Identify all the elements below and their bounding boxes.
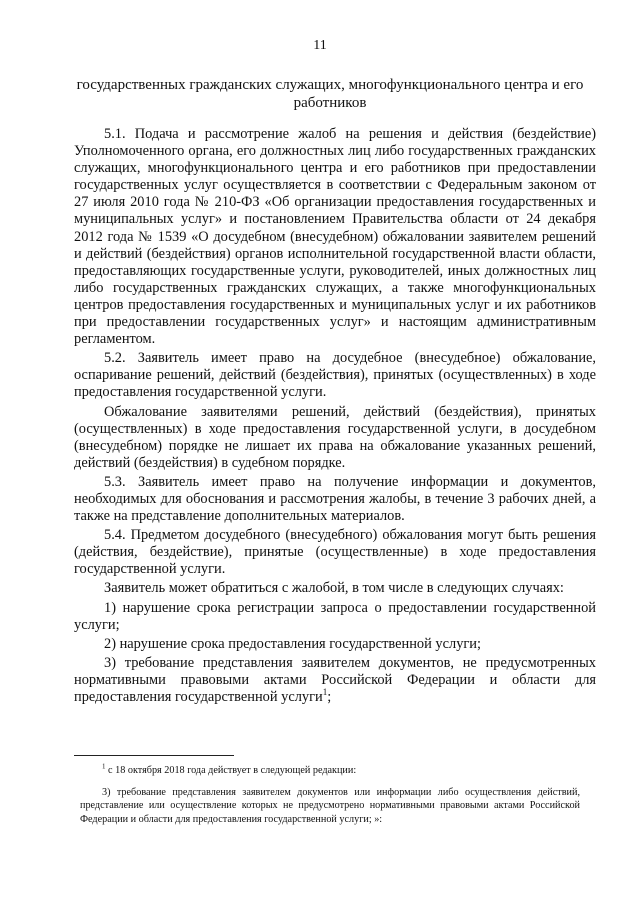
paragraph-5-4: 5.4. Предметом досудебного (внесудебного) обжалования могут быть решения (действия, бездействие), принятые (осуществленные) в ходе предоставления государственной услуги. [74,527,596,578]
paragraph-5-1: 5.1. Подача и рассмотрение жалоб на решения и действия (бездействие) Уполномоченного органа, его должностных лиц либо государственных гражданских служащих, многофункционального центра и его работников при предоставлении государственных услуг осуществляется в соответствии с Федеральным законом от 27 июля 2010 года № 210-ФЗ «Об организации предоставления государственных и муниципальных услуг» и постановлением Правительства области от 24 декабря 2012 года № 1539 «О досудебном (внесудебном) обжаловании заявителем решений и действий (бездействия) органов исполнительной государственной власти области, предоставляющих государственные услуги, руководителей, иных должностных лиц либо государственных гражданских служащих, а также многофункциональных центров предоставления государственных и муниципальных услуг и их работников при предоставлении государственных услуг» и настоящим административным регламентом. [74,126,596,348]
paragraph-5-3: 5.3. Заявитель имеет право на получение информации и документов, необходимых для обоснования и рассмотрения жалобы, в течение 3 рабочих дней, а также на представление дополнительных материалов. [74,473,596,525]
footnote-divider [74,755,234,756]
footnote-reference: 1 [322,687,328,698]
list-item-1: 1) нарушение срока регистрации запроса о предоставлении государственной услуги; [74,599,596,633]
paragraph-cases-intro: Заявитель может обратиться с жалобой, в том числе в следующих случаях: [104,580,564,597]
paragraph-5-2: 5.2. Заявитель имеет право на досудебное (внесудебное) обжалование, оспаривание решений, действий (бездействия), принятых (осуществленных) в ходе предоставления государственной услуги. [74,350,596,401]
paragraph-appeal-court: Обжалование заявителями решений, действий (бездействия), принятых (осуществленных) в ходе предоставления государственной услуги, в досудебном (внесудебном) порядке не лишает их права на обжалование указанных решений, действий (бездействия) в судебном порядке. [74,403,596,471]
footnote-1 [80,764,580,778]
list-item-3-text: 3) требование представления заявителем документов, не предусмотренных нормативными правовыми актами Российской Федерации и области для предоставления государственной услуги [74,654,596,705]
footnote-marker: 1 [102,762,106,771]
body-text [74,126,596,706]
footnote-1-text: с 18 октября 2018 года действует в следующей редакции: [108,765,357,776]
list-item-3-suffix: ; [327,689,332,705]
list-item-3 [74,655,596,706]
page-number: 11 [313,38,327,53]
footnotes [80,764,580,826]
section-heading: государственных гражданских служащих, многофункционального центра и его работников [76,77,584,111]
list-item-2: 2) нарушение срока предоставления государственной услуги; [104,635,481,652]
footnote-1-quote: 3) требование представления заявителем документов или информации либо осуществления действий, представление или осуществление которых не предусмотрено нормативными правовыми актами Российской Федерации и области для предоставления государственной услуги; »: [80,786,580,825]
